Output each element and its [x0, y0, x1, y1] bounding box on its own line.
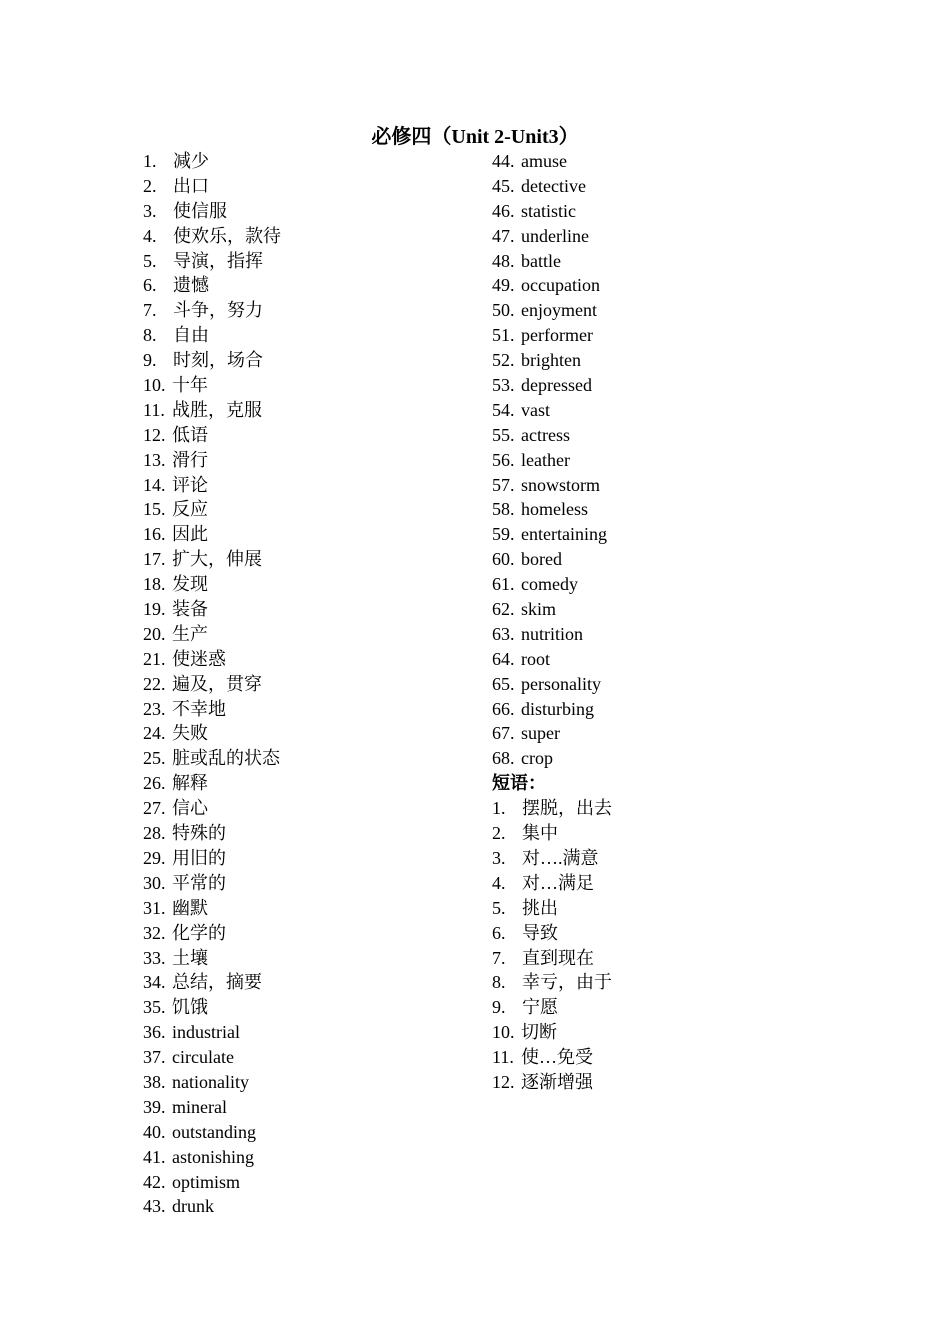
vocab-item	[143, 522, 281, 547]
vocab-item	[492, 697, 612, 722]
vocab-item-text: actress	[521, 424, 570, 445]
vocab-item-number: 29.	[143, 847, 166, 868]
vocab-item-number: 41.	[143, 1146, 166, 1167]
vocab-item-number: 66.	[492, 698, 515, 719]
vocab-item-number: 50.	[492, 300, 515, 321]
phrase-item	[492, 946, 612, 971]
vocab-item-text: 特殊的	[172, 823, 226, 844]
vocab-item-text: 土壤	[172, 947, 208, 968]
vocab-item	[143, 871, 281, 896]
vocab-item-number: 24.	[143, 723, 166, 744]
phrase-item-text: 导致	[522, 922, 558, 943]
phrase-item-number: 1.	[492, 798, 506, 819]
vocab-item-number: 37.	[143, 1047, 166, 1068]
vocab-item-text: depressed	[521, 375, 592, 396]
phrases-heading: 短语：	[492, 773, 546, 794]
phrase-item-number: 9.	[492, 997, 506, 1018]
vocab-item	[143, 473, 281, 498]
vocab-list-right	[492, 149, 612, 771]
vocab-item-text: 滑行	[172, 449, 208, 470]
vocab-item-number: 56.	[492, 449, 515, 470]
vocab-item-number: 63.	[492, 623, 515, 644]
vocab-item-number: 16.	[143, 524, 166, 545]
vocab-item-number: 11.	[143, 399, 165, 420]
vocab-item-number: 57.	[492, 474, 515, 495]
vocab-item	[143, 771, 281, 796]
vocab-item	[143, 174, 281, 199]
vocab-item	[143, 697, 281, 722]
vocab-item-number: 23.	[143, 698, 166, 719]
vocab-item-text: 使信服	[173, 200, 227, 221]
vocab-item-number: 32.	[143, 922, 166, 943]
vocab-item	[492, 224, 612, 249]
vocab-item	[492, 423, 612, 448]
vocab-item	[143, 921, 281, 946]
vocab-item-text: 装备	[172, 599, 208, 620]
vocab-item-text: brighten	[521, 350, 581, 371]
vocab-item	[492, 323, 612, 348]
vocab-item-number: 4.	[143, 225, 157, 246]
vocab-item-number: 54.	[492, 399, 515, 420]
vocab-item-number: 36.	[143, 1022, 166, 1043]
vocab-item-text: battle	[521, 250, 561, 271]
phrase-item-text: 切断	[521, 1022, 557, 1043]
vocab-item-text: 反应	[172, 499, 208, 520]
vocab-item	[492, 348, 612, 373]
vocab-item	[492, 622, 612, 647]
vocab-item-number: 49.	[492, 275, 515, 296]
phrase-item	[492, 871, 612, 896]
vocab-item-number: 60.	[492, 549, 515, 570]
vocab-item-text: skim	[521, 599, 557, 620]
vocab-item-number: 45.	[492, 175, 515, 196]
vocab-item	[143, 846, 281, 871]
vocab-item-text: 生产	[172, 623, 208, 644]
phrase-item-number: 7.	[492, 947, 506, 968]
vocab-item	[143, 1145, 281, 1170]
vocab-item-number: 58.	[492, 499, 515, 520]
vocab-item	[143, 1095, 281, 1120]
vocab-item-number: 42.	[143, 1171, 166, 1192]
vocab-item-number: 48.	[492, 250, 515, 271]
phrase-item-number: 5.	[492, 897, 506, 918]
vocab-item	[143, 946, 281, 971]
vocab-item-number: 10.	[143, 375, 166, 396]
vocab-item-number: 22.	[143, 673, 166, 694]
vocab-item	[143, 1070, 281, 1095]
phrase-item-text: 集中	[522, 823, 558, 844]
vocab-item	[143, 896, 281, 921]
vocab-item-number: 39.	[143, 1096, 166, 1117]
vocab-item	[492, 672, 612, 697]
vocab-item	[492, 746, 612, 771]
vocab-item-number: 13.	[143, 449, 166, 470]
vocab-item-number: 1.	[143, 151, 157, 171]
phrase-item-text: 使…免受	[521, 1047, 593, 1068]
vocab-item-number: 53.	[492, 375, 515, 396]
page-title: 必修四（Unit 2-Unit3）	[371, 126, 579, 148]
vocab-item-number: 18.	[143, 574, 166, 595]
vocab-item-text: homeless	[521, 499, 588, 520]
vocab-item-number: 19.	[143, 599, 166, 620]
vocab-item-text: 扩大，伸展	[172, 549, 262, 570]
vocab-item	[492, 149, 612, 174]
vocab-item-text: mineral	[172, 1096, 227, 1117]
phrase-item	[492, 970, 612, 995]
vocab-item	[143, 224, 281, 249]
vocab-item-text: 饥饿	[172, 997, 208, 1018]
vocab-item-text: 导演，指挥	[173, 250, 263, 271]
vocab-item-text: 平常的	[172, 872, 226, 893]
vocab-item-text: bored	[521, 549, 562, 570]
vocab-item-number: 38.	[143, 1071, 166, 1092]
vocab-item-text: 使欢乐，款待	[173, 225, 281, 246]
vocab-item	[492, 199, 612, 224]
vocab-item	[143, 149, 281, 174]
vocab-item-number: 34.	[143, 972, 166, 993]
phrase-item-text: 逐渐增强	[521, 1071, 593, 1092]
vocab-item	[492, 597, 612, 622]
phrase-item-number: 12.	[492, 1071, 515, 1092]
vocab-item-number: 64.	[492, 648, 515, 669]
vocab-item-text: snowstorm	[521, 474, 601, 495]
vocab-item-number: 30.	[143, 872, 166, 893]
phrase-item-text: 挑出	[522, 897, 558, 918]
vocab-item-number: 47.	[492, 225, 515, 246]
vocab-item-text: enjoyment	[521, 300, 597, 321]
vocab-item	[143, 1194, 281, 1219]
vocab-item-text: underline	[521, 225, 589, 246]
vocab-item	[143, 1170, 281, 1195]
vocab-item-text: statistic	[521, 200, 576, 221]
vocab-item-text: industrial	[172, 1022, 240, 1043]
vocab-item-text: leather	[521, 449, 570, 470]
vocab-item-text: 用旧的	[172, 847, 226, 868]
vocab-item	[492, 373, 612, 398]
vocab-item-number: 6.	[143, 275, 157, 296]
vocab-item-number: 12.	[143, 424, 166, 445]
vocab-item-text: 评论	[172, 474, 208, 495]
vocab-list-left	[143, 149, 281, 1219]
vocab-item	[143, 298, 281, 323]
phrase-item-number: 4.	[492, 872, 506, 893]
vocab-item-text: 脏或乱的状态	[172, 748, 280, 769]
phrase-item	[492, 1045, 612, 1070]
vocab-item-text: optimism	[172, 1171, 241, 1192]
vocab-item-text: nationality	[172, 1071, 249, 1092]
vocab-item-number: 35.	[143, 997, 166, 1018]
vocab-item	[143, 995, 281, 1020]
vocab-item-number: 62.	[492, 599, 515, 620]
vocab-item-text: outstanding	[172, 1121, 256, 1142]
vocab-item	[143, 970, 281, 995]
phrase-list	[492, 796, 612, 1095]
vocab-item	[492, 249, 612, 274]
vocab-item	[492, 473, 612, 498]
vocab-item	[143, 423, 281, 448]
vocab-item	[492, 298, 612, 323]
phrase-item	[492, 896, 612, 921]
vocab-item-text: amuse	[521, 151, 567, 171]
vocab-item-text: 化学的	[172, 922, 226, 943]
phrase-item	[492, 796, 612, 821]
phrase-item	[492, 995, 612, 1020]
vocab-item-number: 9.	[143, 350, 157, 371]
vocab-item-text: 十年	[172, 375, 208, 396]
vocab-item-number: 46.	[492, 200, 515, 221]
vocab-item-text: occupation	[521, 275, 600, 296]
vocab-item-text: 低语	[172, 424, 208, 445]
vocab-item	[143, 249, 281, 274]
vocab-item-number: 68.	[492, 748, 515, 769]
vocab-item-text: 自由	[173, 325, 209, 346]
phrase-item-number: 8.	[492, 972, 506, 993]
vocab-item-number: 44.	[492, 151, 515, 171]
vocab-item-number: 7.	[143, 300, 157, 321]
phrase-item-text: 对…满足	[522, 872, 594, 893]
vocab-item-text: 时刻，场合	[173, 350, 263, 371]
vocab-item-number: 61.	[492, 574, 515, 595]
vocab-item-text: 总结，摘要	[172, 972, 262, 993]
phrase-item-text: 直到现在	[522, 947, 594, 968]
vocab-item-number: 43.	[143, 1196, 166, 1217]
phrase-item-number: 10.	[492, 1022, 515, 1043]
vocab-item	[143, 746, 281, 771]
vocab-item-text: crop	[521, 748, 553, 769]
vocab-item-text: 使迷惑	[172, 648, 226, 669]
vocab-item-number: 2.	[143, 175, 157, 196]
vocab-item-text: 不幸地	[172, 698, 226, 719]
vocab-item-number: 65.	[492, 673, 515, 694]
vocab-item-text: 因此	[172, 524, 208, 545]
vocab-item	[143, 647, 281, 672]
vocab-item-text: performer	[521, 325, 593, 346]
vocab-item-number: 59.	[492, 524, 515, 545]
vocab-item-number: 20.	[143, 623, 166, 644]
vocab-item	[143, 348, 281, 373]
vocab-item-text: 发现	[172, 574, 208, 595]
vocab-item-number: 55.	[492, 424, 515, 445]
vocab-item-number: 27.	[143, 798, 166, 819]
vocab-item-text: super	[521, 723, 560, 744]
vocab-item-number: 67.	[492, 723, 515, 744]
vocab-item	[143, 597, 281, 622]
phrase-item-number: 3.	[492, 847, 506, 868]
vocab-item-text: root	[521, 648, 550, 669]
vocab-item-number: 33.	[143, 947, 166, 968]
phrase-item-number: 2.	[492, 823, 506, 844]
phrase-item	[492, 846, 612, 871]
vocab-item-text: 战胜，克服	[172, 399, 262, 420]
vocab-item	[492, 497, 612, 522]
vocab-item-text: comedy	[521, 574, 578, 595]
vocab-item-text: entertaining	[521, 524, 607, 545]
vocab-item	[143, 547, 281, 572]
vocab-item	[143, 721, 281, 746]
vocab-item	[143, 1020, 281, 1045]
vocab-item-number: 15.	[143, 499, 166, 520]
vocab-item	[143, 497, 281, 522]
phrase-item-text: 摆脱，出去	[522, 798, 612, 819]
vocab-item-text: disturbing	[521, 698, 595, 719]
vocab-item-text: 幽默	[172, 897, 208, 918]
phrase-item-text: 对….满意	[522, 847, 599, 868]
vocab-item	[143, 323, 281, 348]
vocab-item	[143, 1120, 281, 1145]
vocab-item	[143, 672, 281, 697]
vocab-item-text: drunk	[172, 1196, 214, 1217]
vocab-item	[492, 721, 612, 746]
vocab-item-number: 8.	[143, 325, 157, 346]
phrase-item	[492, 821, 612, 846]
vocab-item	[143, 273, 281, 298]
phrase-item-text: 幸亏，由于	[522, 972, 612, 993]
vocab-item-number: 28.	[143, 823, 166, 844]
vocab-item	[143, 821, 281, 846]
vocab-item-text: astonishing	[172, 1146, 255, 1167]
vocab-item-text: nutrition	[521, 623, 583, 644]
vocab-item	[143, 622, 281, 647]
vocab-item-text: 遍及，贯穿	[172, 673, 262, 694]
vocab-item	[143, 796, 281, 821]
phrase-item	[492, 921, 612, 946]
vocab-item	[492, 273, 612, 298]
vocab-item-text: 斗争，努力	[173, 300, 263, 321]
vocab-item	[492, 174, 612, 199]
vocab-item-text: 遗憾	[173, 275, 209, 296]
vocab-item	[492, 448, 612, 473]
vocab-item-text: 失败	[172, 723, 208, 744]
vocab-item-number: 3.	[143, 200, 157, 221]
vocab-item-number: 21.	[143, 648, 166, 669]
vocab-item-text: 出口	[173, 175, 209, 196]
vocab-item	[143, 448, 281, 473]
vocab-item-number: 52.	[492, 350, 515, 371]
vocab-item-text: personality	[521, 673, 601, 694]
phrase-item	[492, 1020, 612, 1045]
vocab-item-text: circulate	[172, 1047, 234, 1068]
vocab-item	[143, 398, 281, 423]
vocab-item-number: 5.	[143, 250, 157, 271]
vocab-item	[492, 572, 612, 597]
vocab-item	[492, 398, 612, 423]
vocab-item	[492, 522, 612, 547]
vocab-item-number: 31.	[143, 897, 166, 918]
vocab-item-text: 减少	[173, 151, 209, 171]
vocab-item-number: 26.	[143, 773, 166, 794]
vocab-item	[143, 373, 281, 398]
phrase-item	[492, 1070, 612, 1095]
vocab-item	[143, 572, 281, 597]
vocab-item	[143, 199, 281, 224]
phrase-item-number: 11.	[492, 1047, 514, 1068]
vocab-item	[143, 1045, 281, 1070]
vocab-item-number: 14.	[143, 474, 166, 495]
vocab-item	[492, 547, 612, 572]
vocab-item-number: 17.	[143, 549, 166, 570]
vocab-item	[492, 647, 612, 672]
vocab-item-number: 51.	[492, 325, 515, 346]
vocab-item-text: 信心	[172, 798, 208, 819]
phrase-item-number: 6.	[492, 922, 506, 943]
phrase-item-text: 宁愿	[522, 997, 558, 1018]
vocab-item-text: 解释	[172, 773, 208, 794]
vocab-item-number: 40.	[143, 1121, 166, 1142]
vocab-item-text: detective	[521, 175, 586, 196]
vocab-list-right-column	[492, 149, 612, 1095]
vocab-item-text: vast	[521, 399, 550, 420]
vocab-item-number: 25.	[143, 748, 166, 769]
